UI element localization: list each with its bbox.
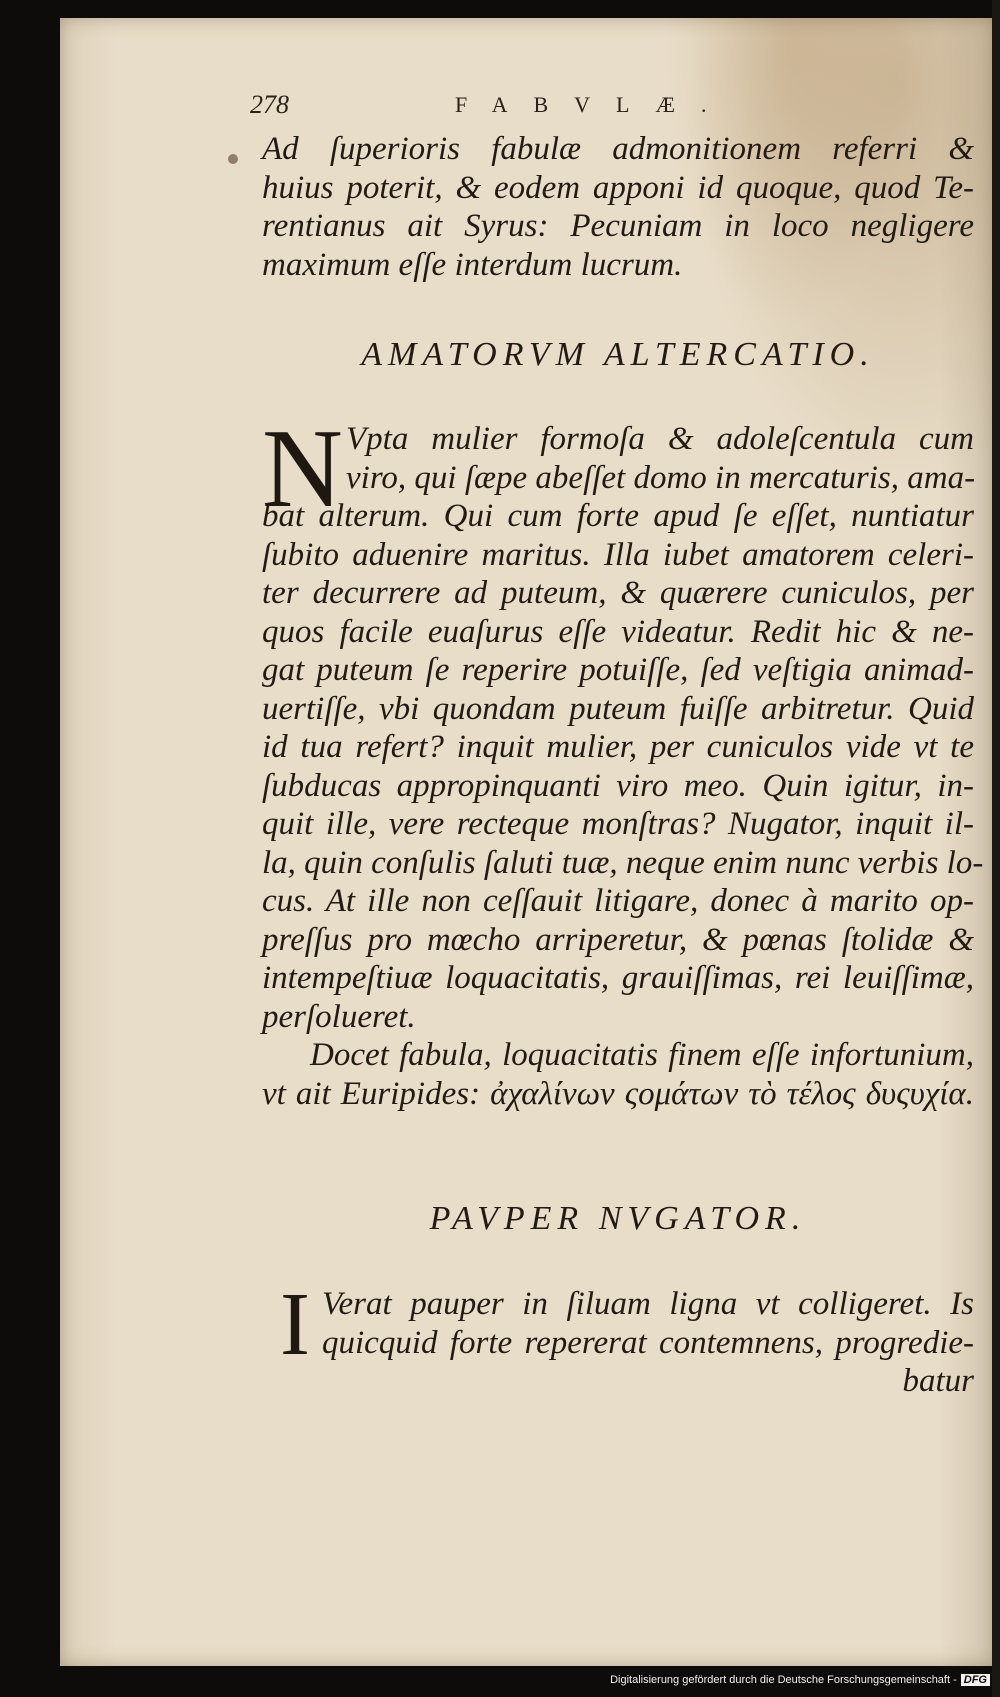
text-line: ſubito aduenire maritus. Illa iubet amatorem celeri- <box>262 536 974 573</box>
ink-spot <box>228 154 238 164</box>
text-line: intempeſtiuæ loquacitatis, grauiſſimas, rei leuiſſimæ, <box>262 960 974 996</box>
running-head <box>250 90 810 130</box>
text-line: quicquid forte repererat contemnens, progredie- <box>322 1324 974 1361</box>
text-line: uertiſſe, vbi quondam puteum fuiſſe arbitretur. Quid <box>262 690 974 727</box>
text-line: ter decurrere ad puteum, & quærere cuniculos, per <box>262 575 974 611</box>
text-line: la, quin conſulis ſaluti tuæ, neque enim nunc verbis lo- <box>262 844 984 881</box>
dfg-logo: DFG <box>961 1674 990 1686</box>
digitization-credit <box>610 1674 990 1686</box>
text-line: perſolueret. <box>262 998 416 1035</box>
text-line: quit ille, vere recteque monſtras? Nugator, inquit il- <box>262 806 974 842</box>
running-title: FABVLÆ. <box>455 92 733 117</box>
text-line: ſubducas appropinquanti viro meo. Quin igitur, in- <box>262 767 974 804</box>
text-line: preſſus pro mœcho arriperetur, & pœnas ſtolidæ & <box>262 921 974 958</box>
text-line: rentianus ait Syrus: Pecuniam in loco negligere <box>262 208 974 244</box>
text-line: Verat pauper in ſiluam ligna vt colligeret. Is <box>322 1286 974 1322</box>
catchword: batur <box>902 1363 974 1399</box>
text-line: id tua refert? inquit mulier, per cuniculos vide vt te <box>262 729 974 765</box>
drop-cap: N <box>262 407 343 531</box>
page-edge <box>992 0 1000 1697</box>
text-line: viro, qui ſæpe abeſſet domo in mercaturis, ama- <box>346 459 976 496</box>
moral-line: Docet fabula, loquacitatis finem eſſe infortunium, <box>310 1037 974 1073</box>
text-line: cus. At ille non ceſſauit litigare, donec à marito op- <box>262 883 974 919</box>
text-line: Ad ſuperioris fabulæ admonitionem referri & <box>262 131 974 167</box>
intro-paragraph <box>262 130 974 284</box>
text-line: maximum eſſe interdum lucrum. <box>262 246 683 283</box>
credit-text: Digitalisierung gefördert durch die Deutsche Forschungsgemeinschaft - <box>610 1674 957 1686</box>
moral-line: vt ait Euripides: ἀχαλίνων ςομάτων τὸ τέλος δυςυχία. <box>262 1075 974 1112</box>
page-number: 278 <box>250 90 289 119</box>
text-line: quos facile euaſurus eſſe videatur. Redit hic & ne- <box>262 613 974 650</box>
fable-title: AMATORVM ALTERCATIO. <box>361 336 875 373</box>
text-line: huius poterit, & eodem apponi id quoque, quod Te- <box>262 169 974 206</box>
drop-cap: I <box>280 1275 310 1374</box>
text-line: bat alterum. Qui cum forte apud ſe eſſet, nuntiatur <box>262 498 974 534</box>
fable-text <box>262 1275 974 1401</box>
fable-text <box>262 407 984 1113</box>
text-line: gat puteum ſe reperire potuiſſe, ſed veſtigia animad- <box>262 652 974 688</box>
text-line: Vpta mulier formoſa & adoleſcentula cum <box>346 421 974 457</box>
fable-title: PAVPER NVGATOR. <box>429 1200 807 1237</box>
